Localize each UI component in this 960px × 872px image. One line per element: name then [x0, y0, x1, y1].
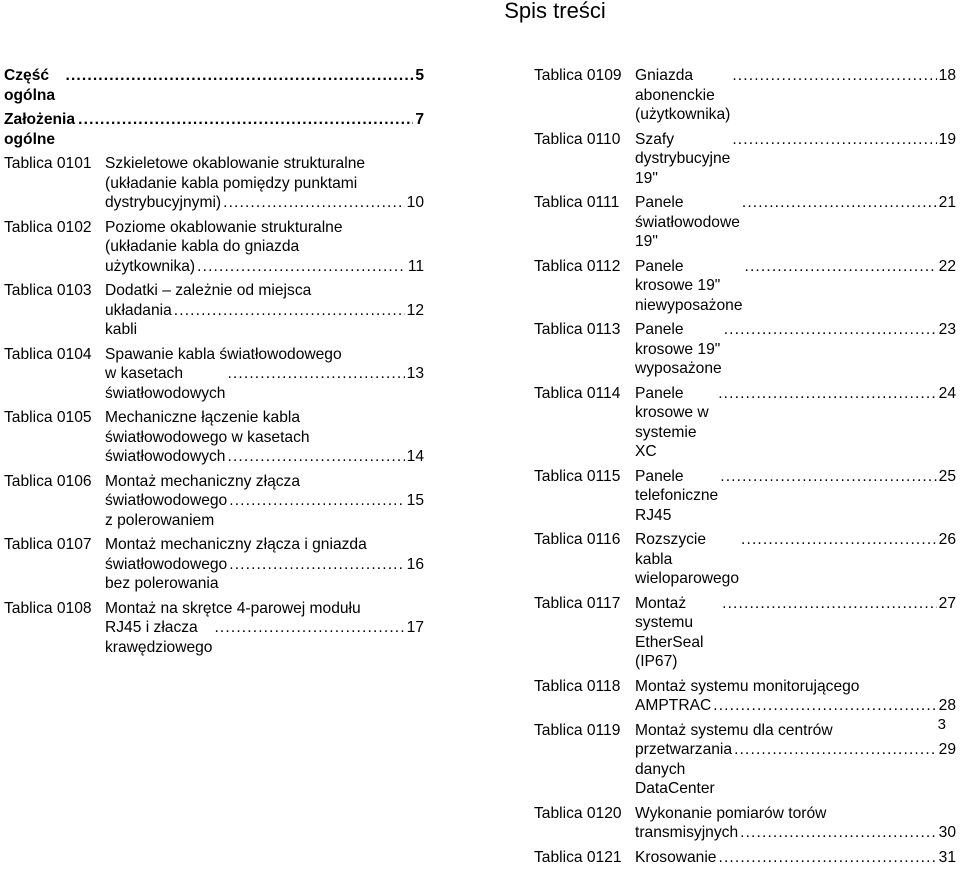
entry-page-number: 21 — [938, 194, 956, 211]
entry-body — [635, 530, 956, 589]
entry-title-text: Krosowanie — [635, 848, 717, 866]
entry-page-number: 17 — [406, 619, 424, 636]
entry-title-text: Panele światłowodowe 19" — [635, 194, 740, 250]
entry-leader-line[interactable] — [635, 66, 956, 125]
dot-leader — [732, 66, 936, 86]
toc-entry[interactable] — [534, 467, 956, 526]
entry-page-number: 19 — [938, 130, 956, 148]
entry-title-text: transmisyjnych — [635, 824, 739, 841]
toc-entry[interactable] — [4, 218, 424, 277]
entry-leader-line[interactable] — [635, 823, 956, 843]
entry-page-number: 5 — [415, 67, 424, 84]
toc-entry[interactable] — [534, 257, 956, 316]
toc-left-column — [4, 66, 424, 662]
entry-title-line: (układanie kabla do gniazda — [105, 238, 300, 255]
dot-leader — [78, 110, 413, 130]
entry-page-number: 14 — [406, 448, 424, 465]
toc-entry[interactable] — [4, 472, 424, 531]
page-number: 3 — [937, 716, 946, 733]
entry-leader-line[interactable] — [635, 848, 956, 868]
entry-body — [635, 66, 956, 125]
entry-leader-line[interactable] — [105, 257, 424, 277]
dot-leader — [741, 530, 937, 550]
entry-title-text: RJ45 i złacza krawędziowego — [105, 619, 213, 656]
entry-leader-line[interactable] — [635, 257, 956, 316]
toc-entry[interactable] — [534, 530, 956, 589]
entry-page-number: 22 — [938, 257, 956, 275]
entry-page-number: 7 — [415, 111, 424, 128]
entry-title-text: w kasetach światłowodowych — [105, 365, 226, 402]
entry-title-line: Montaż systemu monitorującego — [635, 677, 860, 695]
entry-page-number: 26 — [938, 531, 956, 548]
entry-leader-line[interactable] — [635, 384, 956, 462]
dot-leader — [713, 696, 936, 716]
entry-page-number: 30 — [938, 824, 956, 841]
entry-table-code: Tablica 0118 — [534, 677, 621, 695]
entry-page-number: 27 — [938, 594, 956, 612]
toc-part-entry[interactable] — [4, 66, 424, 105]
entry-title-line: Montaż mechaniczny złącza — [105, 472, 301, 490]
dot-leader — [732, 130, 936, 150]
entry-table-code: Tablica 0113 — [534, 321, 621, 338]
entry-table-code: Tablica 0104 — [4, 345, 92, 363]
entry-leader-line[interactable] — [635, 530, 956, 589]
entry-body — [635, 721, 956, 799]
entry-title-text: Panele telefoniczne RJ45 — [635, 467, 719, 524]
entry-title-text: światłowodowego z polerowaniem — [105, 492, 228, 529]
entry-title-text: Gniazda abonenckie (użytkownika) — [635, 67, 731, 123]
entry-table-code: Tablica 0112 — [534, 257, 621, 275]
toc-entry[interactable] — [534, 193, 956, 252]
entry-table-code: Tablica 0119 — [534, 721, 621, 739]
entry-leader-line[interactable] — [635, 594, 956, 672]
entry-leader-line[interactable] — [105, 491, 424, 530]
entry-title-text: Szafy dystrybucyjne 19" — [635, 130, 731, 187]
entry-leader-line[interactable] — [635, 193, 956, 252]
entry-title-line: Mechaniczne łączenie kabla — [105, 409, 301, 426]
entry-body — [635, 257, 956, 316]
entry-body — [105, 599, 424, 658]
entry-body — [4, 66, 424, 105]
entry-title-line: (układanie kabla pomiędzy punktami — [105, 174, 358, 192]
toc-entry[interactable] — [534, 594, 956, 672]
entry-page-number: 23 — [938, 321, 956, 338]
dot-leader — [742, 193, 937, 213]
dot-leader — [745, 257, 937, 277]
dot-leader — [197, 257, 406, 277]
dot-leader — [223, 193, 405, 213]
entry-page-number: 31 — [938, 848, 956, 866]
toc-entry[interactable] — [534, 848, 956, 868]
entry-table-code: Tablica 0108 — [4, 599, 92, 617]
entry-body — [635, 804, 956, 843]
entry-title-text: Założenia ogólne — [4, 111, 76, 148]
entry-title-text: dystrybucyjnymi) — [105, 194, 222, 211]
entry-page-number: 29 — [938, 741, 956, 758]
entry-title-text: Część ogólna — [4, 67, 56, 104]
entry-title-line: Poziome okablowanie strukturalne — [105, 218, 343, 236]
toc-entry[interactable] — [534, 66, 956, 125]
entry-body — [635, 130, 956, 189]
entry-title-text: przetwarzania danych DataCenter — [635, 741, 733, 797]
entry-body — [635, 677, 956, 716]
entry-page-number: 12 — [406, 301, 424, 319]
entry-title-text: Panele krosowe 19" wyposażone — [635, 321, 722, 377]
entry-table-code: Tablica 0105 — [4, 409, 92, 426]
entry-table-code: Tablica 0109 — [534, 67, 622, 84]
dot-leader — [724, 320, 937, 340]
dot-leader — [229, 491, 404, 511]
entry-title-text: układania kabli — [105, 301, 172, 338]
entry-title-text: światłowodowego bez polerowania — [105, 555, 228, 592]
entry-title-line: Dodatki – zależnie od miejsca — [105, 282, 312, 299]
entry-title-line: Montaż systemu dla centrów — [635, 721, 833, 739]
entry-body — [635, 594, 956, 672]
entry-page-number: 28 — [938, 697, 956, 714]
entry-title-text: użytkownika) — [105, 257, 196, 275]
entry-leader-line[interactable] — [105, 447, 424, 467]
dot-leader — [722, 594, 937, 614]
entry-title-line: światłowodowego w kasetach — [105, 428, 310, 446]
toc-entry[interactable] — [534, 804, 956, 843]
entry-table-code: Tablica 0110 — [534, 130, 621, 148]
entry-body — [105, 408, 424, 467]
entry-table-code: Tablica 0120 — [534, 804, 622, 822]
entry-page-number: 13 — [406, 365, 424, 382]
entry-page-number: 24 — [938, 384, 956, 402]
entry-leader-line[interactable] — [105, 193, 424, 213]
toc-entry[interactable] — [4, 345, 424, 404]
entry-table-code: Tablica 0107 — [4, 536, 92, 553]
entry-leader-line[interactable] — [635, 740, 956, 799]
entry-body — [105, 472, 424, 531]
entry-body — [635, 384, 956, 462]
dot-leader — [174, 301, 405, 321]
toc-entry[interactable] — [4, 599, 424, 658]
dot-leader — [720, 467, 936, 487]
entry-table-code: Tablica 0121 — [534, 848, 622, 866]
entry-body — [635, 467, 956, 526]
entry-body — [105, 154, 424, 213]
entry-page-number: 10 — [406, 194, 424, 211]
entry-leader-line[interactable] — [635, 130, 956, 189]
entry-body — [635, 193, 956, 252]
entry-table-code: Tablica 0102 — [4, 218, 92, 236]
entry-title-line: Montaż na skrętce 4-parowej modułu — [105, 599, 361, 617]
entry-title-text: Panele krosowe 19" niewyposażone — [635, 257, 743, 314]
entry-body — [635, 848, 956, 868]
dot-leader — [66, 66, 414, 86]
dot-leader — [227, 447, 404, 467]
dot-leader — [734, 740, 937, 760]
toc-entry[interactable] — [4, 535, 424, 594]
entry-body — [635, 320, 956, 379]
entry-title-line: Spawanie kabla światłowodowego — [105, 345, 342, 363]
entry-title-text: AMPTRAC — [635, 697, 712, 714]
toc-entry[interactable] — [534, 677, 956, 716]
dot-leader — [227, 364, 404, 384]
entry-title-line: Szkieletowe okablowanie strukturalne — [105, 155, 366, 172]
dot-leader — [718, 384, 936, 404]
entry-table-code: Tablica 0101 — [4, 155, 92, 172]
part-leader-line[interactable] — [4, 66, 424, 105]
entry-table-code: Tablica 0115 — [534, 467, 621, 485]
entry-page-number: 11 — [407, 257, 424, 275]
toc-entry[interactable] — [4, 281, 424, 340]
entry-title-line: Montaż mechaniczny złącza i gniazda — [105, 536, 367, 553]
part-leader-line[interactable] — [4, 110, 424, 149]
entry-title-text: Rozszycie kabla wieloparowego — [635, 531, 740, 587]
entry-title-text: Panele krosowe w systemie XC — [635, 384, 709, 460]
entry-body — [105, 218, 424, 277]
entry-leader-line[interactable] — [105, 618, 424, 657]
toc-entry[interactable] — [534, 130, 956, 189]
entry-body — [4, 110, 424, 149]
toc-entry[interactable] — [534, 320, 956, 379]
entry-table-code: Tablica 0116 — [534, 531, 621, 548]
toc-entry[interactable] — [534, 384, 956, 462]
entry-leader-line[interactable] — [105, 301, 424, 340]
toc-entry[interactable] — [4, 154, 424, 213]
entry-title-text: światłowodowych — [105, 448, 226, 465]
entry-table-code: Tablica 0114 — [534, 384, 621, 402]
entry-body — [105, 535, 424, 594]
entry-leader-line[interactable] — [635, 696, 956, 716]
entry-leader-line[interactable] — [635, 467, 956, 526]
dot-leader — [740, 823, 937, 843]
entry-title-line: Wykonanie pomiarów torów — [635, 804, 827, 822]
entry-page-number: 18 — [938, 67, 956, 84]
page-title: Spis treści — [504, 0, 606, 23]
dot-leader — [718, 848, 936, 868]
toc-right-column — [534, 66, 956, 872]
entry-title-text: Montaż systemu EtherSeal (IP67) — [635, 594, 704, 670]
entry-body — [105, 345, 424, 404]
dot-leader — [229, 555, 404, 575]
entry-table-code: Tablica 0103 — [4, 282, 92, 299]
entry-page-number: 15 — [406, 492, 424, 509]
toc-entry[interactable] — [4, 408, 424, 467]
entry-leader-line[interactable] — [635, 320, 956, 379]
entry-table-code: Tablica 0111 — [534, 194, 620, 211]
toc-part-entry[interactable] — [4, 110, 424, 149]
entry-page-number: 16 — [406, 555, 424, 573]
entry-page-number: 25 — [938, 467, 956, 485]
entry-table-code: Tablica 0106 — [4, 472, 92, 490]
entry-leader-line[interactable] — [105, 555, 424, 594]
dot-leader — [214, 618, 404, 638]
entry-body — [105, 281, 424, 340]
toc-entry[interactable] — [534, 721, 956, 799]
entry-leader-line[interactable] — [105, 364, 424, 403]
entry-table-code: Tablica 0117 — [534, 594, 621, 612]
